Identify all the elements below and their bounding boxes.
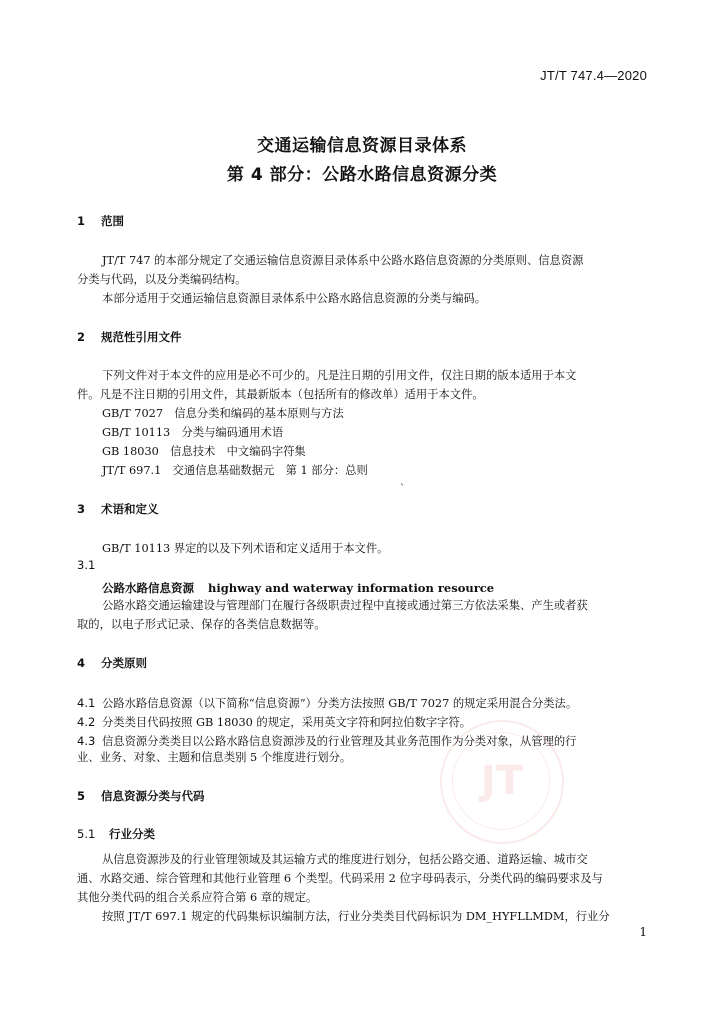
normative-reference: GB/T 7027 信息分类和编码的基本原则与方法 [102, 407, 344, 420]
subsection-5-1-heading [77, 823, 155, 842]
document-title-line1: 交通运输信息资源目录体系 [257, 136, 467, 156]
section-1-heading [77, 213, 124, 229]
clause-number: 4.2 [77, 715, 96, 729]
section-number: 1 [77, 214, 86, 228]
clause-text: 公路水路信息资源（以下简称“信息资源”）分类方法按照 GB/T 7027 的规定采用混合分类法。 [102, 697, 578, 710]
normative-reference: GB 18030 信息技术 中文编码字符集 [102, 445, 306, 458]
stray-mark: ` [400, 484, 405, 495]
section-title: 规范性引用文件 [101, 330, 182, 344]
section-title: 信息资源分类与代码 [101, 789, 205, 803]
term-definition-line-1: 公路水路交通运输建设与管理部门在履行各级职责过程中直接或通过第三方依法采集、产生或者获 [102, 599, 588, 612]
clause-4-3-line-2: 业、业务、对象、主题和信息类别 5 个维度进行划分。 [77, 751, 352, 764]
section-number: 4 [77, 656, 86, 670]
document-code: JT/T 747.4—2020 [540, 68, 647, 83]
s1-paragraph-2: 本部分适用于交通运输信息资源目录体系中公路水路信息资源的分类与编码。 [102, 292, 487, 305]
s1-paragraph-1-line-1: JT/T 747 的本部分规定了交通运输信息资源目录体系中公路水路信息资源的分类原则、信息资源 [102, 254, 584, 267]
s2-paragraph-line-1: 下列文件对于本文件的应用是必不可少的。凡是注日期的引用文件，仅注日期的版本适用于本文 [102, 369, 577, 382]
section-title: 范围 [101, 214, 124, 228]
section-3-heading [77, 501, 159, 517]
section-title: 术语和定义 [101, 502, 159, 516]
term-english: highway and waterway information resource [208, 581, 495, 595]
jt-watermark-stamp [440, 720, 564, 844]
section-2-heading [77, 329, 182, 345]
clause-4-1 [77, 692, 577, 711]
section-number: 3 [77, 502, 86, 516]
section-title: 分类原则 [101, 656, 147, 670]
section-5-heading [77, 788, 205, 804]
s3-paragraph: GB/T 10113 界定的以及下列术语和定义适用于本文件。 [102, 542, 389, 555]
s5-paragraph-2-line-1: 按照 JT/T 697.1 规定的代码集标识编制方法，行业分类类目代码标识为 DM_HYFLLMDM，行业分 [102, 910, 610, 923]
term-entry [102, 577, 494, 596]
normative-reference: GB/T 10113 分类与编码通用术语 [102, 426, 284, 439]
section-number: 2 [77, 330, 86, 344]
s5-paragraph-1-line-1: 从信息资源涉及的行业管理领域及其运输方式的维度进行划分，包括公路交通、道路运输、城市交 [102, 853, 588, 866]
clause-number: 4.3 [77, 734, 96, 748]
s2-paragraph-line-2: 件。凡是不注日期的引用文件，其最新版本（包括所有的修改单）适用于本文件。 [77, 388, 484, 401]
clause-number: 4.1 [77, 696, 96, 710]
section-4-heading [77, 655, 147, 671]
subsection-number: 5.1 [77, 827, 96, 841]
s5-paragraph-1-line-2: 通、水路交通、综合管理和其他行业管理 6 个类型。代码采用 2 位字母码表示，分类代码的编码要求及与 [77, 872, 603, 885]
term-definition-line-2: 取的，以电子形式记录、保存的各类信息数据等。 [77, 618, 326, 631]
clause-text: 分类类目代码按照 GB 18030 的规定，采用英文字符和阿拉伯数字字符。 [102, 716, 472, 729]
s5-paragraph-1-line-3: 其他分类代码的组合关系应符合第 6 章的规定。 [77, 891, 318, 904]
section-number: 5 [77, 789, 86, 803]
stamp-logo-text: JT [480, 758, 524, 804]
subsection-title: 行业分类 [109, 827, 155, 841]
s1-paragraph-1-line-2: 分类与代码，以及分类编码结构。 [77, 273, 247, 286]
normative-reference: JT/T 697.1 交通信息基础数据元 第 1 部分：总则 [102, 464, 368, 477]
document-title-line2: 第 4 部分：公路水路信息资源分类 [226, 165, 498, 185]
clause-4-2 [77, 711, 471, 730]
term-chinese: 公路水路信息资源 [102, 581, 194, 595]
term-number: 3.1 [77, 558, 96, 572]
page-number: 1 [639, 925, 647, 939]
clause-text: 信息资源分类类目以公路水路信息资源涉及的行业管理及其业务范围作为分类对象，从管理的行 [102, 735, 577, 748]
